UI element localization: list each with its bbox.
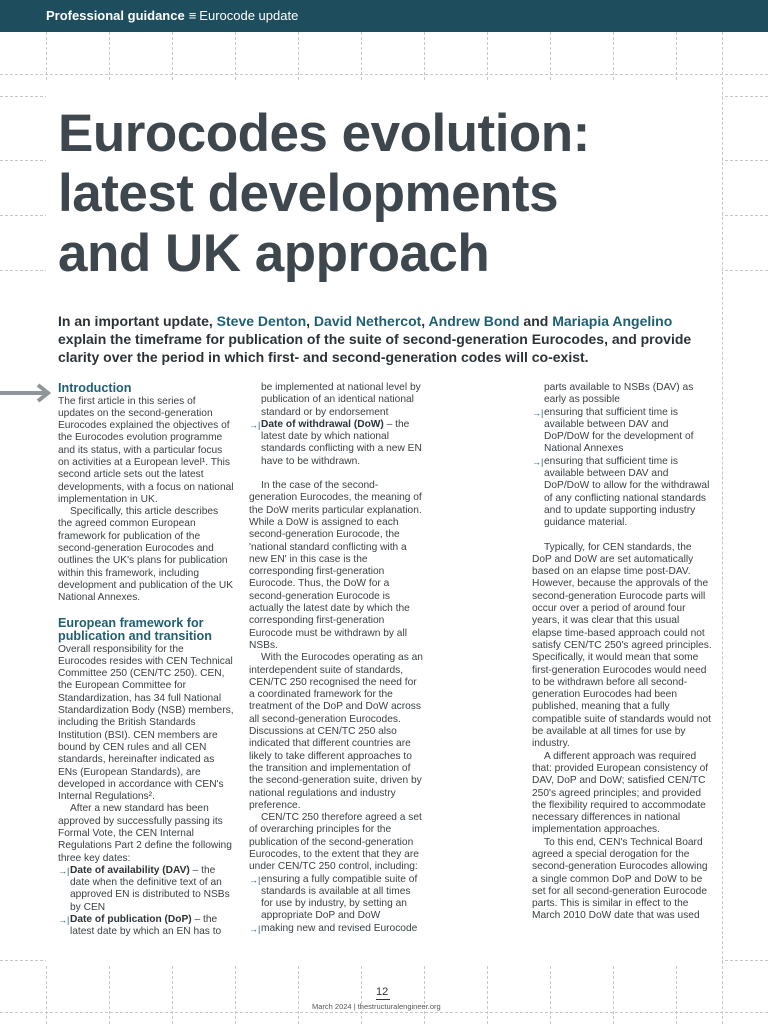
author-name: Andrew Bond: [428, 313, 520, 329]
arrow-bar-icon: →|: [58, 865, 70, 876]
paragraph: With the Eurocodes operating as an interdependent suite of standards, CEN/TC 250 recognised the need for a coordinated framework for the treatment of the DoP and DoW across all second-generation Eurocodes. Discussions at CEN/TC 250 also indicated that different countries are likely to take different approaches to the transition and implementation of the second-generation suite, driven by national regulations and industry preference.: [249, 652, 423, 811]
paragraph: Typically, for CEN standards, the DoP and DoW are set automatically based on an elapse time post-DAV. However, because the approvals of the second-generation Eurocode parts will occur over a period of around four years, it was clear that this usual elapse time-based approach could not satisfy CEN/TC 250's agreed principles. Specifically, it would mean that some first-generation Eurocodes would need to be withdrawn before all second-generation Eurocodes had been published, meaning that a fully compatible suite of standards would not be available at all times for use by industry.: [532, 541, 712, 750]
list-item: [249, 923, 425, 935]
list-item: [532, 407, 712, 456]
paragraph: be implemented at national level by publication of an identical national standard or by endorsement: [261, 382, 421, 418]
list-text: making new and revised Eurocode: [261, 922, 418, 934]
article-column-2: [249, 382, 425, 935]
list-item: [249, 419, 425, 468]
list-term: Date of withdrawal (DoW): [261, 418, 384, 430]
paragraph: CEN/TC 250 therefore agreed a set of overarching principles for the publication of the second-generation Eurocodes, to the extent that they are under CEN/TC 250 control, including:: [249, 812, 422, 873]
list-item: [58, 914, 234, 939]
paragraph: parts available to NSBs (DAV) as early as possible: [544, 382, 694, 406]
paragraph: Specifically, this article describes the agreed common European framework for publication of the second-generation Eurocodes and outlines the UK's plans for publication within this framework, including development and publication of the UK National Annexes.: [58, 506, 234, 604]
arrow-bar-icon: →|: [249, 923, 261, 934]
list-item: [532, 456, 712, 530]
paragraph: A different approach was required that: provided European consistency of DAV, DoP and DoW; satisfied CEN/TC 250's agreed principles; and provided the flexibility required to accommodate necessary differences in national implementation approaches.: [532, 750, 709, 836]
list-text: ensuring that sufficient time is available between DAV and DoP/DoW for the development of National Annexes: [544, 406, 694, 455]
arrow-bar-icon: →|: [249, 419, 261, 430]
title-line: latest developments: [58, 164, 559, 223]
paragraph: To this end, CEN's Technical Board agreed a special derogation for the second-generation Eurocodes allowing a single common DoP and DoW to be set for all second-generation Eurocode parts. This is similar in effect to the March 2010 DoW date that was used: [532, 836, 708, 922]
standfirst-text: ,: [306, 313, 314, 329]
paragraph: After a new standard has been approved by successfully passing its Formal Vote, the CEN Internal Regulations Part 2 define the following three key dates:: [58, 803, 232, 864]
list-term: Date of publication (DoP): [70, 914, 192, 926]
list-item: [249, 874, 425, 923]
arrow-right-icon: [0, 382, 52, 404]
list-text: – the date when the definitive text of an approved EN is distributed to NSBs by CEN: [70, 864, 230, 913]
page-number-rule: [376, 999, 390, 1000]
section-header-bar: [0, 0, 768, 32]
article-title: [58, 104, 718, 284]
paragraph: Overall responsibility for the Eurocodes resides with CEN Technical Committee 250 (CEN/TC 250). CEN, the European Committee for Standardization, has 34 full National Standardization Body (NSB) members, including the British Standards Institution (BSI). CEN members are bound by CEN rules and all CEN standards, hereinafter indicated as ENs (European Standards), are developed in accordance with CEN's Internal Regulations².: [58, 643, 234, 803]
title-line: and UK approach: [58, 224, 490, 283]
standfirst-text: explain the timeframe for publication of the suite of second-generation Eurocodes, and provide clarity over the period in which first- and second-generation codes will co-exist.: [58, 331, 692, 365]
title-line: Eurocodes evolution:: [58, 104, 590, 163]
author-name: Steve Denton: [216, 313, 307, 329]
list-text: – the latest date by which national standards conflicting with a new EN have to be withdrawn.: [261, 418, 422, 467]
arrow-bar-icon: →|: [58, 915, 70, 926]
author-name: David Nethercot: [313, 313, 422, 329]
list-text: ensuring a fully compatible suite of standards is available at all times for use by industry, by setting an appropriate DoP and DoW: [261, 873, 418, 922]
list-item: [58, 865, 234, 914]
standfirst: [58, 312, 708, 366]
section-heading: European framework for publication and transition: [58, 615, 212, 644]
grid-line: [722, 32, 723, 1024]
footer-source: March 2024 | thestructuralengineer.org: [312, 1002, 441, 1011]
arrow-bar-icon: →|: [532, 407, 544, 418]
author-name: Mariapia Angelino: [552, 313, 673, 329]
page-number: 12: [376, 986, 389, 998]
standfirst-text: In an important update,: [58, 313, 217, 329]
grid-line: [0, 74, 768, 75]
article-column-3: [532, 382, 712, 923]
arrow-bar-icon: →|: [532, 456, 544, 467]
topic-label: Eurocode update: [199, 8, 299, 23]
standfirst-text: ,: [421, 313, 429, 329]
grid-line: [0, 1012, 768, 1013]
menu-lines-icon: ≡: [188, 8, 197, 23]
article-column-1: [58, 382, 234, 939]
paragraph: The first article in this series of updates on the second-generation Eurocodes explained the objectives of the Eurocodes evolution programme and its status, with a particular focus on activities at a European level¹. This second article sets out the latest developments, with a focus on national implementation in UK.: [58, 395, 234, 505]
list-text: – the latest date by which an EN has to: [70, 914, 222, 938]
standfirst-text: and: [519, 313, 553, 329]
paragraph: In the case of the second-generation Eurocodes, the meaning of the DoW merits particular explanation. While a DoW is assigned to each second-generation Eurocode, the 'national standard conflicting with a new EN' in this case is the corresponding first-generation Eurocode. Thus, the DoW for a second-generation Eurocode is actually the latest date by which the corresponding first-generation Eurocode must be withdrawn by all NSBs.: [249, 480, 422, 651]
list-text: ensuring that sufficient time is available between DAV and DoP/DoW to allow for the withdrawal of any conflicting national standards and to update supporting industry guidance material.: [544, 455, 710, 529]
section-label: Professional guidance: [46, 8, 185, 23]
list-term: Date of availability (DAV): [70, 864, 190, 876]
arrow-bar-icon: →|: [249, 874, 261, 885]
section-heading: Introduction: [58, 381, 132, 395]
